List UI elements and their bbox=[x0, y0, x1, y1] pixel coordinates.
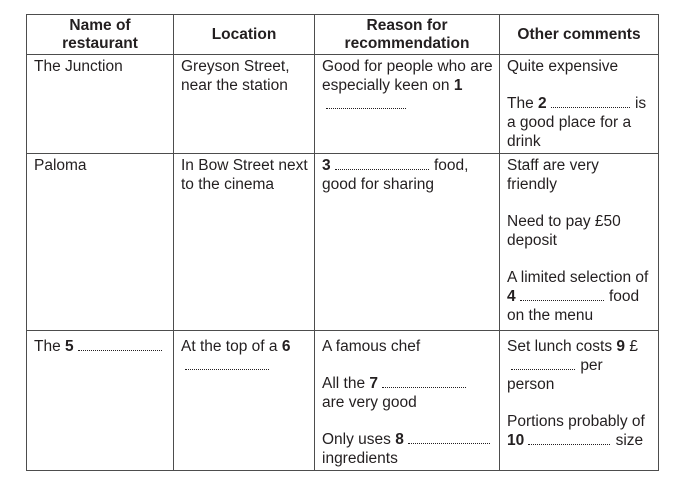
gap-number-5: 5 bbox=[65, 338, 74, 355]
header-reason: Reason for recommendation bbox=[315, 15, 500, 55]
cell-location bbox=[174, 154, 315, 331]
comment-text: food on the menu bbox=[507, 288, 640, 324]
comment-drink bbox=[507, 94, 652, 151]
cell-name bbox=[27, 331, 174, 471]
comment-text: per person bbox=[507, 357, 603, 393]
header-location: Location bbox=[174, 15, 315, 55]
comment-text: A limited selection of bbox=[507, 269, 649, 286]
cell-reason bbox=[315, 331, 500, 471]
gap-number-3: 3 bbox=[322, 157, 331, 174]
gap-number-9: 9 bbox=[616, 338, 626, 355]
comment-text: size bbox=[615, 432, 644, 449]
reason-text: All the bbox=[322, 375, 366, 392]
reason-chef: A famous chef bbox=[322, 338, 421, 355]
location-text: Greyson Street, near the station bbox=[181, 58, 290, 94]
header-name: Name of restaurant bbox=[27, 15, 174, 55]
comment-text: Portions probably of bbox=[507, 413, 645, 430]
reason-ingredients bbox=[322, 430, 493, 468]
location-text: In Bow Street next to the cinema bbox=[181, 157, 308, 193]
header-comments: Other comments bbox=[500, 15, 659, 55]
gap-number-8: 8 bbox=[395, 431, 404, 448]
table-row-paloma bbox=[27, 154, 659, 331]
answer-blank-1[interactable] bbox=[326, 97, 406, 109]
cell-comments bbox=[500, 55, 659, 154]
location-text: At the top of a bbox=[181, 338, 278, 355]
comment-text: The bbox=[507, 95, 534, 112]
restaurant-notes-table bbox=[26, 14, 659, 471]
cell-reason bbox=[315, 154, 500, 331]
answer-blank-10[interactable] bbox=[528, 433, 610, 445]
table-row-restaurant-5 bbox=[27, 331, 659, 471]
comment-deposit: Need to pay £50 deposit bbox=[507, 213, 621, 249]
cell-name bbox=[27, 154, 174, 331]
reason-text: food, good for sharing bbox=[322, 157, 469, 193]
cell-location bbox=[174, 55, 315, 154]
answer-blank-5[interactable] bbox=[78, 339, 162, 351]
comment-portions bbox=[507, 412, 652, 450]
cell-reason bbox=[315, 55, 500, 154]
gap-number-1: 1 bbox=[453, 77, 463, 94]
comment-expensive: Quite expensive bbox=[507, 58, 619, 75]
reason-good bbox=[322, 374, 493, 412]
reason-text: Good for people who are especially keen on bbox=[322, 58, 493, 94]
cell-comments bbox=[500, 154, 659, 331]
cell-comments bbox=[500, 331, 659, 471]
reason-text: Only uses bbox=[322, 431, 391, 448]
header-row bbox=[27, 15, 659, 55]
reason-text: ingredients bbox=[322, 450, 398, 467]
cell-name bbox=[27, 55, 174, 154]
gap-number-4: 4 bbox=[507, 288, 516, 305]
gap-number-6: 6 bbox=[281, 338, 291, 355]
comment-lunch-cost bbox=[507, 337, 652, 394]
cell-location bbox=[174, 331, 315, 471]
gap-number-10: 10 bbox=[507, 432, 525, 449]
table-row-junction bbox=[27, 55, 659, 154]
answer-blank-8[interactable] bbox=[408, 432, 490, 444]
gap-number-7: 7 bbox=[369, 375, 379, 392]
answer-blank-4[interactable] bbox=[520, 289, 604, 301]
answer-blank-2[interactable] bbox=[551, 96, 630, 108]
reason-text: are very good bbox=[322, 394, 417, 411]
restaurant-name: The Junction bbox=[34, 58, 123, 75]
answer-blank-7[interactable] bbox=[382, 376, 466, 388]
answer-blank-6[interactable] bbox=[185, 358, 269, 370]
answer-blank-9[interactable] bbox=[511, 358, 575, 370]
gap-number-2: 2 bbox=[538, 95, 547, 112]
currency-symbol: £ bbox=[629, 338, 638, 355]
comment-selection bbox=[507, 268, 652, 325]
comment-text: is a good place for a drink bbox=[507, 95, 647, 150]
restaurant-name-prefix: The bbox=[34, 338, 61, 355]
restaurant-name: Paloma bbox=[34, 157, 87, 174]
comment-staff: Staff are very friendly bbox=[507, 157, 599, 193]
comment-text: Set lunch costs bbox=[507, 338, 613, 355]
answer-blank-3[interactable] bbox=[335, 158, 429, 170]
